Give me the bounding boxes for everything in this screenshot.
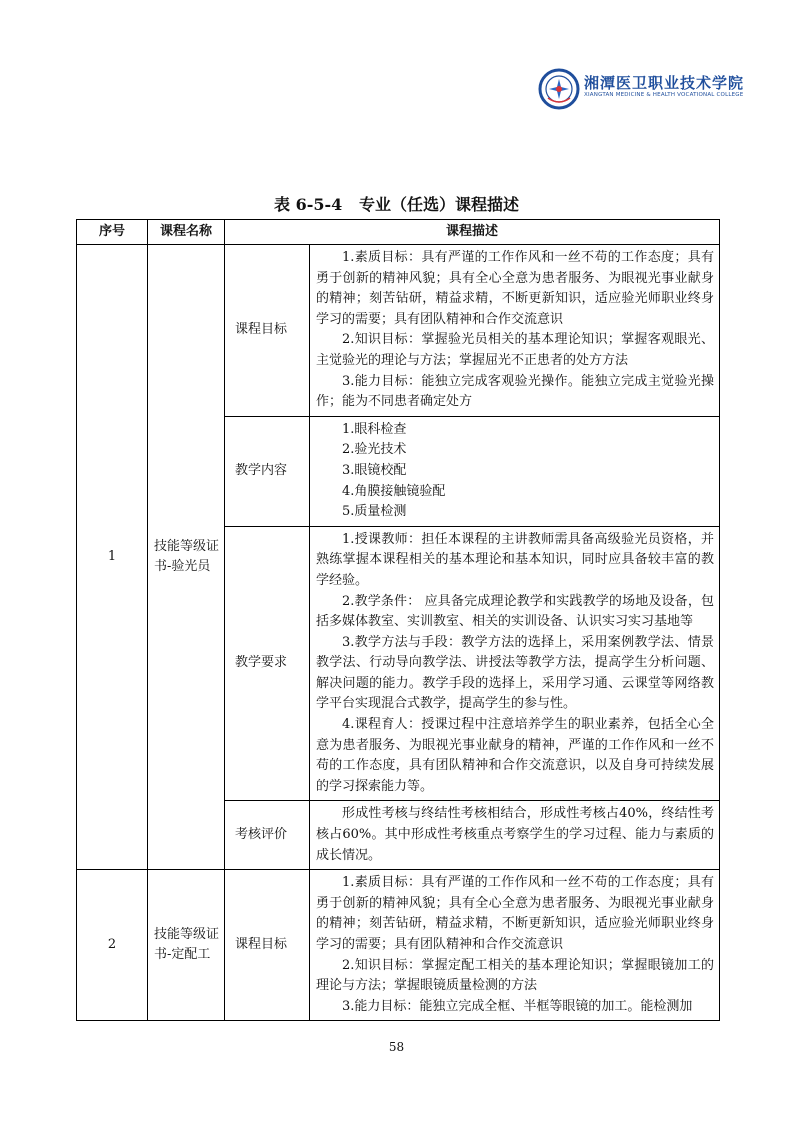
description-line: 2.知识目标：掌握验光员相关的基本理论知识；掌握客观眼光、主觉验光的理论与方法；掌握屈光不正患者的处方方法 [316,332,715,368]
section-label: 课程目标 [225,870,310,1021]
page-number: 58 [388,1040,405,1054]
description-line: 3.眼镜校配 [342,462,407,478]
college-emblem-icon [538,68,580,110]
description-line: 4.角膜接触镜验配 [342,483,446,499]
header-course-name: 课程名称 [148,220,225,245]
course-serial: 2 [77,870,148,1021]
description-line: 3.能力目标：能独立完成全框、半框等眼镜的加工。能检测加 [342,998,693,1014]
description-line: 1.素质目标：具有严谨的工作作风和一丝不苟的工作态度；具有勇于创新的精神风貌；具有全心全意为患者服务、为眼视光事业献身的精神；刻苦钻研，精益求精，不断更新知识，适应验光师职业终身学习的需要；具有团队精神和合作交流意识 [316,250,715,327]
section-label: 考核评价 [225,801,310,870]
header-course-description: 课程描述 [225,220,720,245]
table-title: 表 6-5-4 专业（任选）课程描述 [274,195,519,214]
description-line: 2.教学条件： 应具备完成理论教学和实践教学的场地及设备，包括多媒体教室、实训教室、相关的实训设备、认识实习实习基地等 [316,593,715,630]
course-description-table [76,219,720,1021]
course-serial: 1 [77,245,148,870]
logo-english-name: XIANGTAN MEDICINE & HEALTH VOCATIONAL COLLEGE [584,92,744,98]
section-label: 课程目标 [225,245,310,417]
logo-chinese-name: 湘潭医卫职业技术学院 [584,74,745,92]
header-serial: 序号 [77,220,148,245]
description-line: 3.教学方法与手段：教学方法的选择上，采用案例教学法、情景教学法、行动导向教学法、讲授法等教学方法，提高学生分析问题、解决问题的能力。教学手段的选择上，采用学习通、云课堂等网络教学平台实现混合式教学，提高学生的参与性。 [316,634,715,712]
table-header-row [77,220,720,245]
section-description [310,245,720,417]
description-line: 1.授课教师：担任本课程的主讲教师需具备高级验光员资格，并熟练掌握本课程相关的基本理论和基本知识，同时应具备较丰富的教学经验。 [316,531,715,588]
description-line: 5.质量检测 [342,504,407,520]
course-name: 技能等级证书-定配工 [148,870,225,1021]
section-description [310,526,720,801]
section-description [310,870,720,1021]
section-label: 教学内容 [225,416,310,526]
description-line: 2.验光技术 [342,442,407,458]
description-line: 1.素质目标：具有严谨的工作作风和一丝不苟的工作态度；具有勇于创新的精神风貌；具有全心全意为患者服务、为眼视光事业献身的精神；刻苦钻研，精益求精，不断更新知识，适应验光师职业终身学习的需要；具有团队精神和合作交流意识 [316,875,715,952]
description-line: 3.能力目标：能独立完成客观验光操作。能独立完成主觉验光操作；能为不同患者确定处方 [316,373,715,410]
college-logo [538,68,745,112]
section-description [310,801,720,870]
table-row [77,245,720,417]
table-row [77,870,720,1021]
description-line: 1.眼科检查 [342,421,407,437]
section-description [310,416,720,526]
course-name: 技能等级证书-验光员 [148,245,225,870]
section-label: 教学要求 [225,526,310,801]
description-line: 2.知识目标：掌握定配工相关的基本理论知识；掌握眼镜加工的理论与方法；掌握眼镜质量检测的方法 [316,957,715,994]
description-line: 形成性考核与终结性考核相结合，形成性考核占40%，终结性考核占60%。其中形成性考核重点考察学生的学习过程、能力与素质的成长情况。 [316,806,715,863]
description-line: 4.课程育人：授课过程中注意培养学生的职业素养，包括全心全意为患者服务、为眼视光事业献身的精神，严谨的工作作风和一丝不苟的工作态度，具有团队精神和合作交流意识，以及自身可持续发展的学习探索能力等。 [316,717,715,794]
